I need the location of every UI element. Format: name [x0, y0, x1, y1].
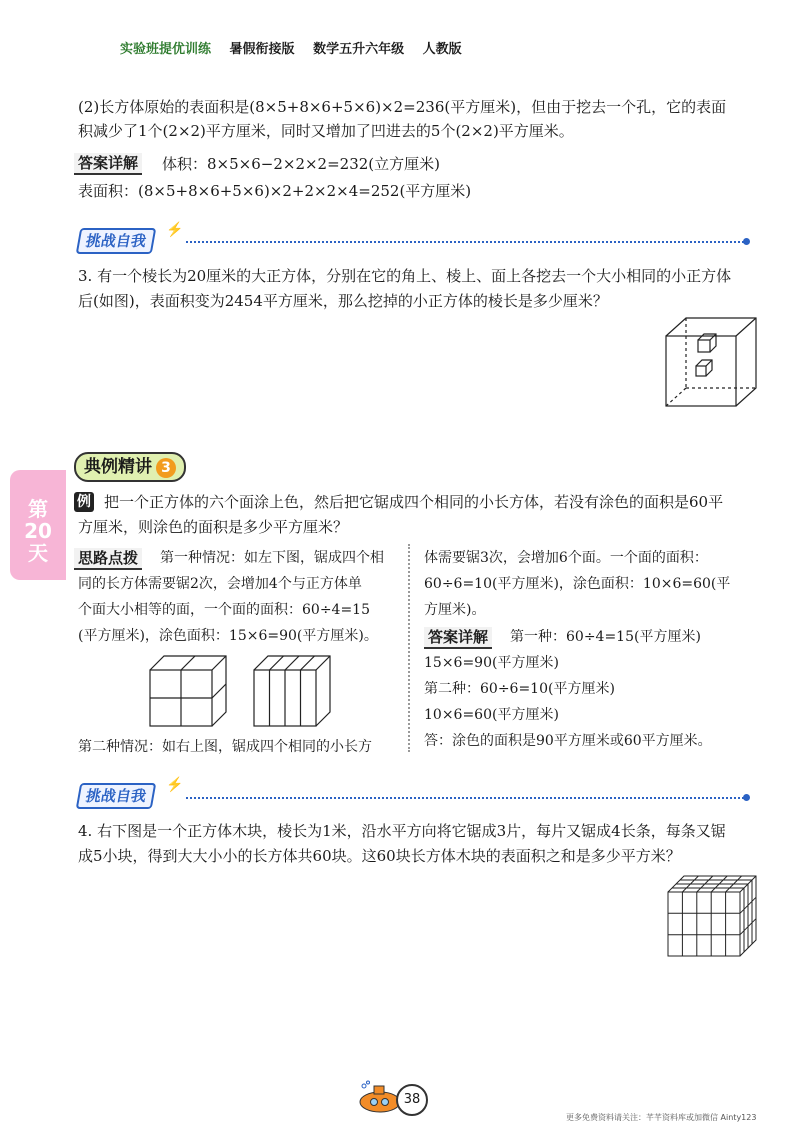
hint-line-3: 个面大小相等的面，一个面的面积：60÷4=15: [78, 602, 370, 618]
cube-figure-q3: [660, 312, 760, 412]
divider: [186, 797, 744, 799]
right-line-3: 方厘米)。: [424, 602, 486, 618]
hint-line-4: (平方厘米)，涂色面积：15×6=90(平方厘米)。: [78, 628, 378, 644]
example-badge: 例: [74, 492, 94, 512]
question-4-line-1: 4. 右下图是一个正方体木块，棱长为1米，沿水平方向将它锯成3片，每片又锯成4长条，每条又锯: [78, 822, 726, 840]
column-divider: [408, 544, 410, 752]
solution-line-1: (2)长方体原始的表面积是(8×5+8×6+5×6)×2=236(平方厘米)，但由于挖去一个孔，它的表面: [78, 98, 727, 116]
section-title: [74, 452, 186, 482]
challenge-badge-2: 挑战自我: [76, 783, 157, 809]
example-line-1: 把一个正方体的六个面涂上色，然后把它锯成四个相同的小长方体，若没有涂色的面积是60平: [104, 493, 724, 511]
divider-dot: [743, 238, 750, 245]
section-number: 3: [156, 458, 176, 478]
answer-volume: 体积：8×5×6−2×2×2=232(立方厘米): [162, 155, 441, 173]
day-side-tab: [10, 470, 66, 580]
day-tab-prefix: 第: [28, 497, 48, 521]
question-3-line-2: 后(如图)，表面积变为2454平方厘米，那么挖掉的小正方体的棱长是多少厘米？: [78, 292, 608, 310]
page-number: 38: [396, 1084, 428, 1116]
footer-note: 更多免费资料请关注：芊芊资料库或加微信 Ainty123: [566, 1113, 757, 1122]
cube-grid-figure-q4: [664, 872, 764, 962]
answer-conclusion: 答：涂色的面积是90平方厘米或60平方厘米。: [424, 733, 712, 749]
answer-case-1: 第一种：60÷4=15(平方厘米): [510, 629, 701, 645]
question-4-line-2: 成5小块，得到大大小小的长方体共60块。这60块长方体木块的表面积之和是多少平方米？: [78, 847, 681, 865]
hint-line-5: 第二种情况：如右上图，锯成四个相同的小长方: [78, 739, 372, 755]
header-brand: 实验班提优训练: [120, 42, 212, 57]
cube-cut-figures: [140, 650, 380, 730]
hint-line-2: 同的长方体需要锯2次，会增加4个与正方体单: [78, 576, 362, 592]
divider: [186, 241, 744, 243]
challenge-badge: 挑战自我: [76, 228, 157, 254]
question-3-line-1: 3. 有一个棱长为20厘米的大正方体，分别在它的角上、棱上、面上各挖去一个大小相同的小正方体: [78, 267, 732, 285]
right-line-2: 60÷6=10(平方厘米)，涂色面积：10×6=60(平: [424, 576, 731, 592]
header-edition: 暑假衔接版: [229, 42, 295, 57]
answer-case-2-area: 10×6=60(平方厘米): [424, 707, 559, 723]
answer-detail-label: 答案详解: [74, 153, 142, 175]
answer-detail-label-2: 答案详解: [424, 627, 492, 649]
day-tab-number: 20: [24, 519, 52, 543]
answer-case-2: 第二种：60÷6=10(平方厘米): [424, 681, 615, 697]
example-line-2: 方厘米，则涂色的面积是多少平方厘米？: [78, 518, 349, 536]
hint-line-1: 第一种情况：如左下图，锯成四个相: [160, 550, 384, 566]
lightning-icon: ⚡: [166, 222, 184, 238]
page-header: [120, 38, 640, 58]
hint-label: 思路点拨: [74, 548, 142, 570]
header-publisher: 人教版: [422, 42, 462, 57]
lightning-icon: ⚡: [166, 777, 184, 793]
header-subject: 数学五升六年级: [313, 42, 405, 57]
answer-case-1-area: 15×6=90(平方厘米): [424, 655, 559, 671]
answer-surface: 表面积：(8×5+8×6+5×6)×2+2×2×4=252(平方厘米): [78, 182, 472, 200]
right-line-1: 体需要锯3次，会增加6个面。一个面的面积：: [424, 550, 708, 566]
section-title-text: 典例精讲: [84, 457, 152, 477]
day-tab-suffix: 天: [28, 541, 48, 565]
divider-dot: [743, 794, 750, 801]
solution-line-2: 积减少了1个(2×2)平方厘米，同时又增加了凹进去的5个(2×2)平方厘米。: [78, 122, 574, 140]
